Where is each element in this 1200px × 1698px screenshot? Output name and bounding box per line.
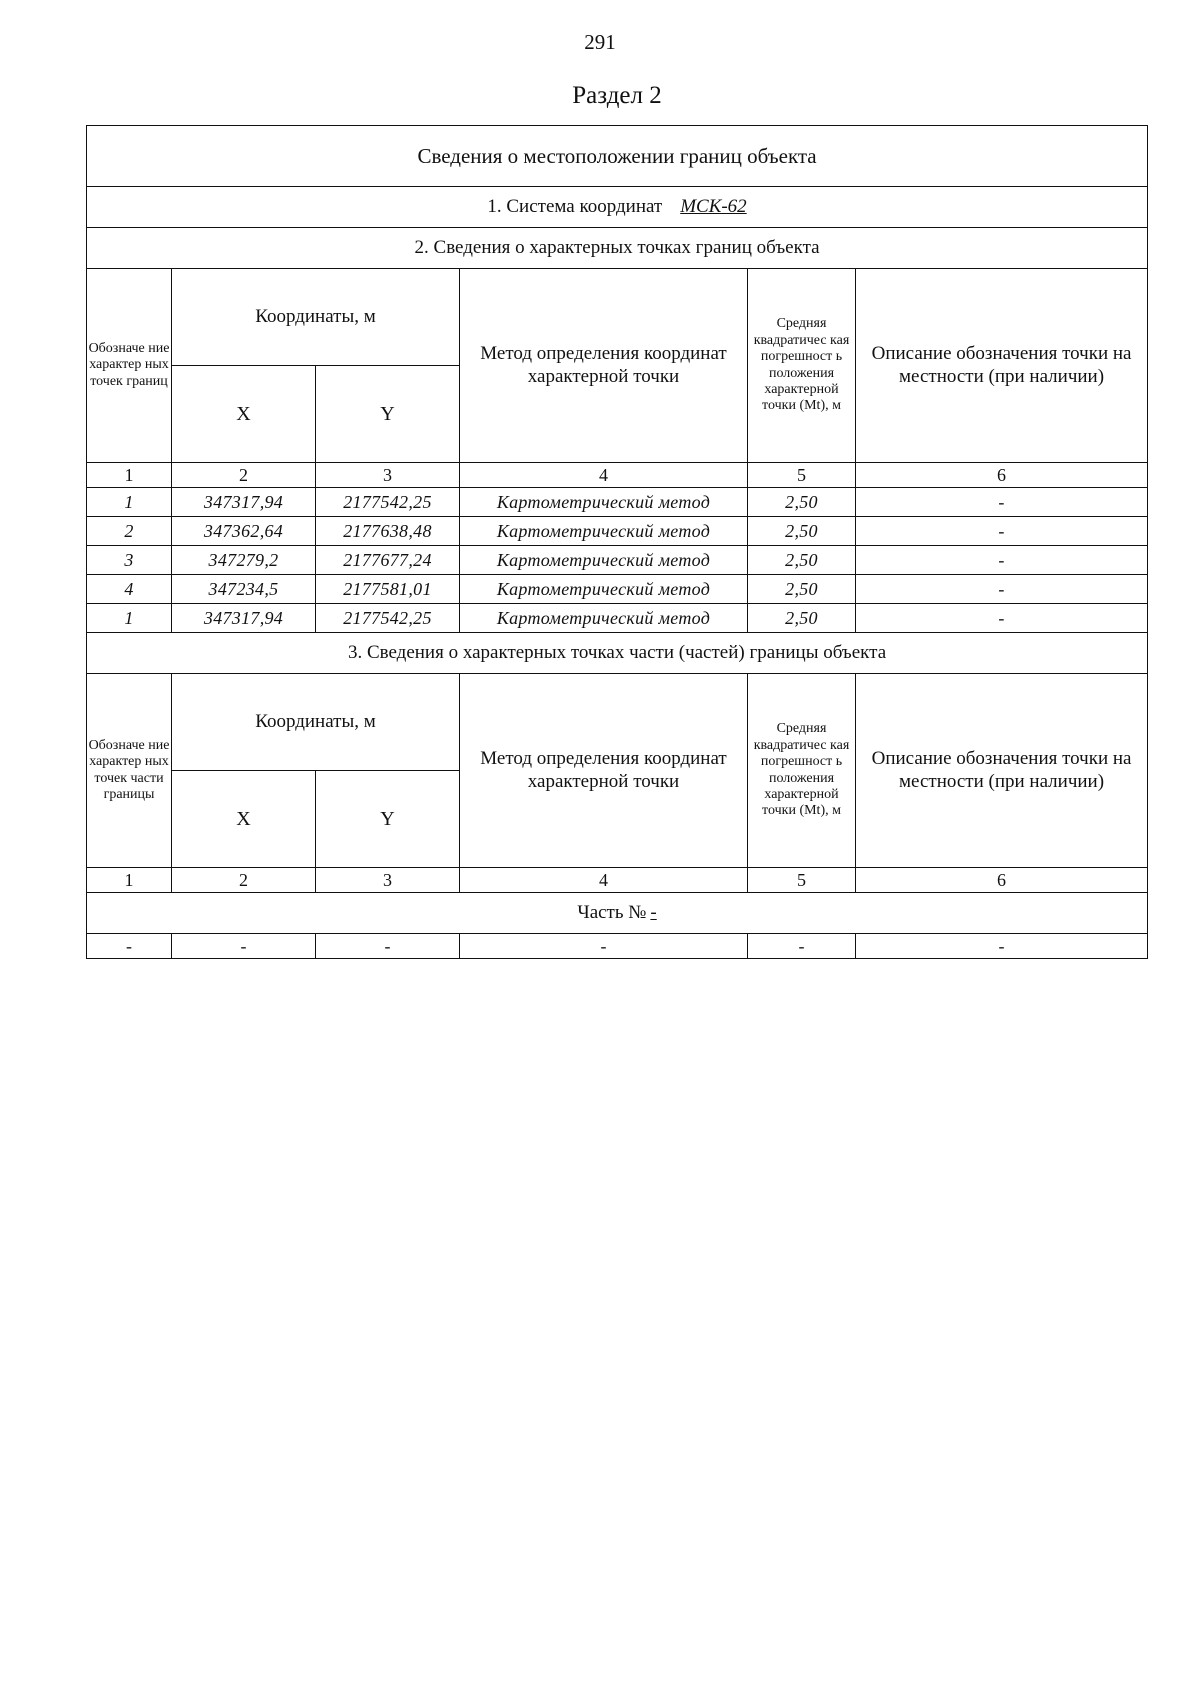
part-label: Часть № [577,902,647,923]
table-row [87,546,1148,575]
col-number: 5 [748,868,856,893]
table-row [87,517,1148,546]
col-number: 2 [172,868,316,893]
point-desc: - [856,575,1148,604]
point-x: 347317,94 [172,488,316,517]
point-desc: - [856,517,1148,546]
header-designation: Обозначе ние характер ных точек границ [87,269,172,463]
point-id: 3 [87,546,172,575]
point-id: 4 [87,575,172,604]
point-method: Картометрический метод [460,546,748,575]
point-desc: - [856,546,1148,575]
coord-system-value: МСК-62 [680,196,747,217]
point-y: 2177542,25 [316,488,460,517]
part-number: - [650,902,657,923]
header-error: Средняя квадратичес кая погрешност ь положения характерной точки (Mt), м [748,269,856,463]
col-number: 2 [172,463,316,488]
point-mt: 2,50 [748,517,856,546]
header-x: X [172,366,316,463]
point-x: 347317,94 [172,604,316,633]
col-number: 3 [316,463,460,488]
col-number: 5 [748,463,856,488]
header-coords: Координаты, м [172,269,460,366]
col-number: 3 [316,868,460,893]
part-cell: - [856,934,1148,959]
point-id: 2 [87,517,172,546]
part-cell: - [316,934,460,959]
point-x: 347234,5 [172,575,316,604]
header-method: Метод определения координат характерной точки [460,269,748,463]
header-y: Y [316,366,460,463]
header-error: Средняя квадратичес кая погрешност ь положения характерной точки (Mt), м [748,674,856,868]
header-designation: Обозначе ние характер ных точек части границы [87,674,172,868]
column-number-row [87,463,1148,488]
point-desc: - [856,604,1148,633]
point-y: 2177638,48 [316,517,460,546]
section3-title: 3. Сведения о характерных точках части (частей) границы объекта [87,633,1148,674]
point-mt: 2,50 [748,604,856,633]
table-title: Сведения о местоположении границ объекта [87,126,1148,187]
coord-system-row [87,187,1148,228]
header-description: Описание обозначения точки на местности (при наличии) [856,269,1148,463]
header-method: Метод определения координат характерной точки [460,674,748,868]
table-row [87,575,1148,604]
col-number: 6 [856,868,1148,893]
table-row [87,604,1148,633]
point-x: 347279,2 [172,546,316,575]
point-mt: 2,50 [748,488,856,517]
table-row [87,488,1148,517]
col-number: 4 [460,868,748,893]
table-row [87,934,1148,959]
col-number: 1 [87,463,172,488]
point-y: 2177581,01 [316,575,460,604]
point-y: 2177542,25 [316,604,460,633]
part-cell: - [748,934,856,959]
col-number: 4 [460,463,748,488]
point-y: 2177677,24 [316,546,460,575]
boundary-table [86,125,1148,959]
part-cell: - [460,934,748,959]
point-method: Картометрический метод [460,604,748,633]
point-mt: 2,50 [748,546,856,575]
header-x: X [172,771,316,868]
point-desc: - [856,488,1148,517]
col-number: 1 [87,868,172,893]
header-coords: Координаты, м [172,674,460,771]
section-title: Раздел 2 [572,82,662,109]
page-number: 291 [584,30,616,54]
point-id: 1 [87,488,172,517]
point-method: Картометрический метод [460,517,748,546]
header-description: Описание обозначения точки на местности (при наличии) [856,674,1148,868]
point-method: Картометрический метод [460,575,748,604]
column-number-row [87,868,1148,893]
section2-title: 2. Сведения о характерных точках границ объекта [87,228,1148,269]
part-row [87,893,1148,934]
point-x: 347362,64 [172,517,316,546]
point-mt: 2,50 [748,575,856,604]
point-method: Картометрический метод [460,488,748,517]
part-cell: - [172,934,316,959]
part-cell: - [87,934,172,959]
point-id: 1 [87,604,172,633]
col-number: 6 [856,463,1148,488]
header-y: Y [316,771,460,868]
coord-system-label: 1. Система координат [487,196,663,217]
